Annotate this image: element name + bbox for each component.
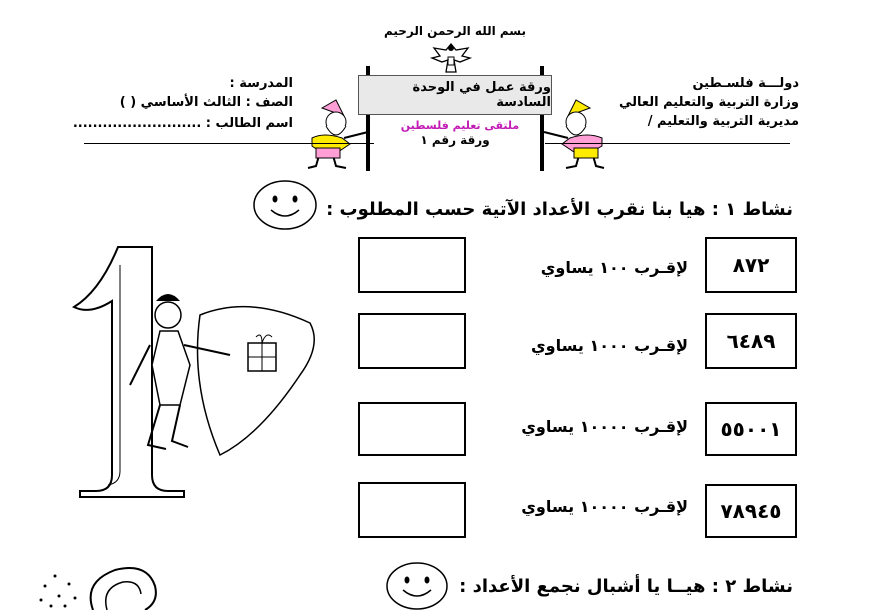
number-box: ٨٧٢ <box>705 237 797 293</box>
activity-2-title: نشاط ٢ : هيــا يا أشبال نجمع الأعداد : <box>459 576 793 597</box>
answer-box[interactable] <box>358 313 466 369</box>
gnome-right-icon <box>540 98 612 176</box>
rounding-question: لإقـرب ١٠٠ يساوي <box>540 258 688 277</box>
banner-title: ورقة عمل في الوحدة السادسة <box>358 75 552 115</box>
forum-label: ملتقى تعليم فلسطين <box>400 119 520 132</box>
number-two-decoration-icon <box>35 562 175 610</box>
number-box: ٥٥٠٠١ <box>705 402 797 456</box>
answer-box[interactable] <box>358 237 466 293</box>
rounding-question: لإقـرب ١٠٠٠٠ يساوي <box>521 417 688 436</box>
school-label: المدرسة : <box>229 76 293 91</box>
activity-1-title: نشاط ١ : هيا بنا نقرب الأعداد الآتية حسب المطلوب : <box>326 199 793 220</box>
answer-box[interactable] <box>358 402 466 456</box>
number-one-character-icon <box>60 235 340 500</box>
grade-label: الصف : الثالث الأساسي ( ) <box>119 95 293 110</box>
smiley-face-icon <box>251 178 319 232</box>
rounding-question: لإقـرب ١٠٠٠٠ يساوي <box>521 497 688 516</box>
number-box: ٦٤٨٩ <box>705 313 797 369</box>
directorate-name: مديرية التربية والتعليم / <box>647 114 799 129</box>
number-box: ٧٨٩٤٥ <box>705 484 797 538</box>
sheet-number: ورقة رقم ١ <box>420 133 490 147</box>
answer-box[interactable] <box>358 482 466 538</box>
ministry-name: وزارة التربية والتعليم العالي <box>618 95 799 110</box>
header-divider-right <box>545 143 790 144</box>
smiley-face-icon <box>383 560 451 610</box>
header-divider-left <box>84 143 374 144</box>
eagle-emblem-icon <box>428 40 474 76</box>
basmala: بسم الله الرحمن الرحيم <box>383 24 527 38</box>
state-name: دولـــة فلسـطين <box>692 76 799 91</box>
gnome-left-icon <box>302 98 372 176</box>
student-name-label: اسم الطالب : .......................... <box>72 116 293 131</box>
rounding-question: لإقـرب ١٠٠٠ يساوي <box>530 336 688 355</box>
